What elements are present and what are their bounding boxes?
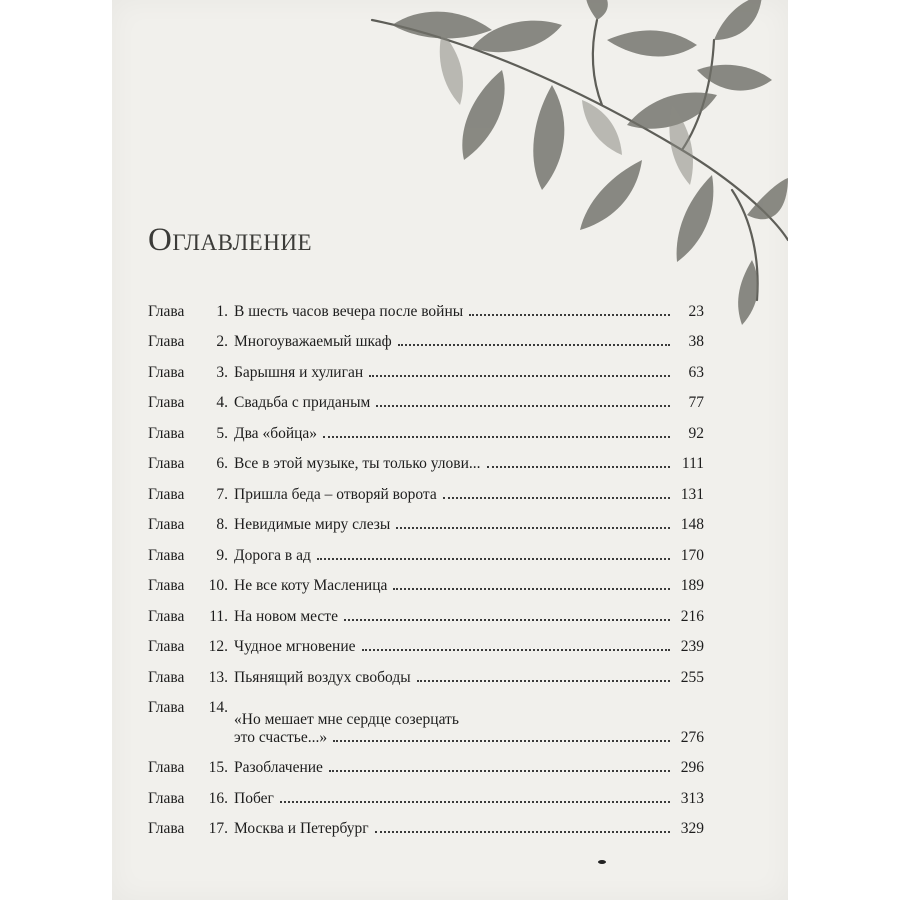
toc-entry xyxy=(148,565,704,596)
chapter-title: Свадьба с приданым xyxy=(234,394,371,411)
toc-entry xyxy=(148,687,704,747)
page-number: 63 xyxy=(688,363,704,381)
chapter-number: 4. xyxy=(216,394,228,411)
chapter-title: Барышня и хулиган xyxy=(234,363,364,381)
toc-entry xyxy=(148,321,704,352)
dot-leader xyxy=(376,405,670,407)
chapter-prefix: Глава xyxy=(148,638,185,655)
page-number: 255 xyxy=(680,668,704,686)
page-number: 329 xyxy=(680,820,704,837)
chapter-prefix: Глава xyxy=(148,394,185,411)
chapter-number: 3. xyxy=(216,363,228,381)
chapter-prefix: Глава xyxy=(148,698,185,716)
dot-leader xyxy=(487,466,670,468)
chapter-number: 9. xyxy=(216,546,228,564)
page-number: 276 xyxy=(680,728,704,746)
chapter-number: 5. xyxy=(216,424,228,442)
toc-entry xyxy=(148,290,704,321)
dot-leader xyxy=(329,770,670,772)
toc-entry xyxy=(148,382,704,413)
dot-leader xyxy=(393,588,670,590)
page-number: 131 xyxy=(680,485,704,503)
toc-entry xyxy=(148,504,704,535)
chapter-prefix: Глава xyxy=(148,668,185,686)
chapter-prefix: Глава xyxy=(148,546,185,564)
page-number: 23 xyxy=(688,302,704,320)
chapter-number: 14. xyxy=(208,698,228,716)
toc-entry xyxy=(148,443,704,474)
dot-leader xyxy=(443,497,670,499)
chapter-title: «Но мешает мне сердце созерцать xyxy=(234,710,459,728)
page-number: 77 xyxy=(688,394,704,411)
chapter-number: 11. xyxy=(209,607,228,625)
chapter-title: Пришла беда – отворяй ворота xyxy=(234,485,437,503)
chapter-number: 8. xyxy=(216,516,228,533)
chapter-number: 6. xyxy=(216,455,228,472)
toc-entry xyxy=(148,473,704,504)
chapter-title-continued: это счастье...» xyxy=(234,728,328,746)
chapter-title: В шесть часов вечера после войны xyxy=(234,302,464,320)
page-number: 38 xyxy=(688,333,704,350)
chapter-title: Москва и Петербург xyxy=(234,820,369,837)
dot-leader xyxy=(280,801,670,803)
page-number: 111 xyxy=(681,455,704,472)
chapter-prefix: Глава xyxy=(148,759,185,776)
chapter-number: 12. xyxy=(208,638,228,655)
page-number: 148 xyxy=(680,516,704,533)
dot-leader xyxy=(323,436,670,438)
chapter-prefix: Глава xyxy=(148,333,185,350)
toc-entry xyxy=(148,626,704,657)
chapter-prefix: Глава xyxy=(148,607,185,625)
table-of-contents xyxy=(148,290,704,838)
dot-leader xyxy=(375,831,670,833)
page-number: 92 xyxy=(688,424,704,442)
toc-entry xyxy=(148,777,704,808)
toc-entry xyxy=(148,656,704,687)
chapter-title: На новом месте xyxy=(234,607,338,625)
chapter-title: Дорога в ад xyxy=(234,546,311,564)
dot-leader xyxy=(417,680,670,682)
chapter-title: Чудное мгновение xyxy=(234,638,356,655)
toc-entry xyxy=(148,595,704,626)
chapter-prefix: Глава xyxy=(148,820,185,837)
dot-leader xyxy=(469,314,670,316)
toc-entry xyxy=(148,534,704,565)
toc-entry xyxy=(148,747,704,778)
chapter-number: 16. xyxy=(208,789,228,807)
page-title: Оглавление xyxy=(148,222,312,258)
page-number: 170 xyxy=(680,546,704,564)
toc-entry xyxy=(148,412,704,443)
dot-leader xyxy=(333,740,670,742)
dot-leader xyxy=(396,527,670,529)
leaf-branch-illustration xyxy=(352,0,788,330)
dot-leader xyxy=(369,375,670,377)
page-number: 189 xyxy=(680,577,704,594)
chapter-prefix: Глава xyxy=(148,455,185,472)
page-number: 216 xyxy=(680,607,704,625)
ornament-mark xyxy=(598,860,606,864)
toc-entry xyxy=(148,808,704,839)
chapter-title: Два «бойца» xyxy=(234,424,318,442)
chapter-prefix: Глава xyxy=(148,516,185,533)
chapter-number: 1. xyxy=(216,302,228,320)
page-number: 296 xyxy=(680,759,704,776)
toc-entry xyxy=(148,351,704,382)
dot-leader xyxy=(317,558,670,560)
chapter-number: 17. xyxy=(208,820,228,837)
chapter-number: 7. xyxy=(216,485,228,503)
chapter-title: Разоблачение xyxy=(234,759,323,776)
chapter-prefix: Глава xyxy=(148,485,185,503)
chapter-title: Побег xyxy=(234,789,274,807)
page-number: 239 xyxy=(680,638,704,655)
chapter-title: Невидимые миру слезы xyxy=(234,516,391,533)
chapter-number: 10. xyxy=(208,577,228,594)
chapter-number: 15. xyxy=(208,759,228,776)
dot-leader xyxy=(344,619,670,621)
page-number: 313 xyxy=(680,789,704,807)
chapter-prefix: Глава xyxy=(148,577,185,594)
dot-leader xyxy=(362,649,670,651)
book-page xyxy=(112,0,788,900)
chapter-title: Пьянящий воздух свободы xyxy=(234,668,411,686)
chapter-prefix: Глава xyxy=(148,302,185,320)
dot-leader xyxy=(398,344,670,346)
chapter-prefix: Глава xyxy=(148,363,185,381)
chapter-title: Все в этой музыке, ты только улови... xyxy=(234,455,481,472)
chapter-prefix: Глава xyxy=(148,424,185,442)
chapter-title: Многоуважаемый шкаф xyxy=(234,333,392,350)
chapter-prefix: Глава xyxy=(148,789,185,807)
chapter-number: 2. xyxy=(216,333,228,350)
chapter-number: 13. xyxy=(208,668,228,686)
chapter-title: Не все коту Масленица xyxy=(234,577,388,594)
